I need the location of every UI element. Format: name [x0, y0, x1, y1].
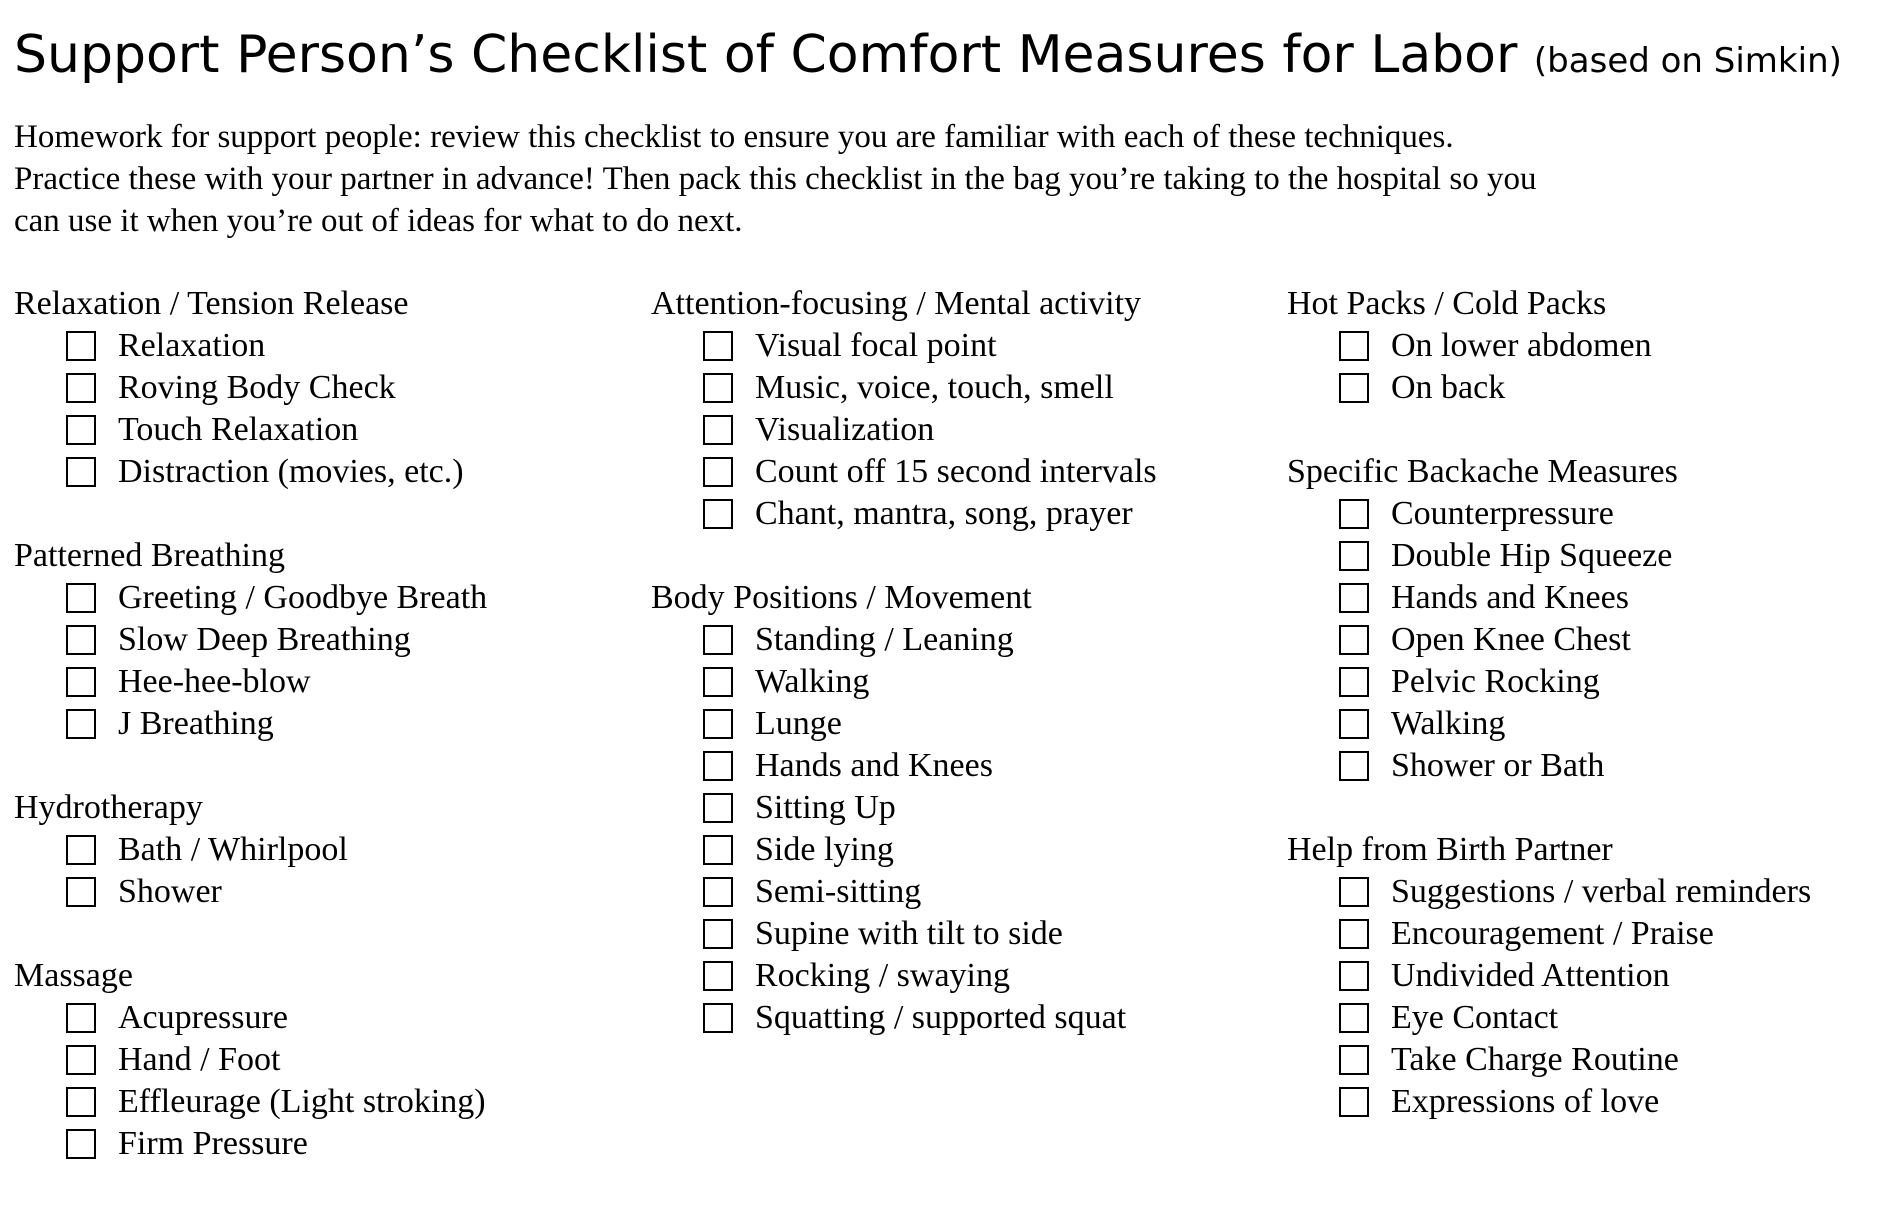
checkbox[interactable] [66, 457, 96, 487]
checklist-item-label: Effleurage (Light stroking) [118, 1083, 486, 1120]
checklist-item-label: Double Hip Squeeze [1391, 537, 1673, 574]
checklist-item-label: Squatting / supported squat [755, 999, 1127, 1036]
checklist-item [1287, 871, 1811, 913]
checkbox[interactable] [1339, 541, 1369, 571]
checklist-item-label: Slow Deep Breathing [118, 621, 411, 658]
checklist-item [14, 1081, 487, 1123]
checklist-item-label: Undivided Attention [1391, 957, 1670, 994]
checklist-item [14, 703, 487, 745]
checklist-item [651, 493, 1157, 535]
checklist-item-label: Relaxation [118, 327, 266, 364]
checklist-item [14, 661, 487, 703]
checklist-item-label: Rocking / swaying [755, 957, 1010, 994]
checklist-item [1287, 535, 1811, 577]
checklist-item [1287, 493, 1811, 535]
checklist-item-label: On lower abdomen [1391, 327, 1652, 364]
checklist-item [14, 409, 487, 451]
checkbox[interactable] [66, 667, 96, 697]
checkbox[interactable] [703, 625, 733, 655]
intro-line: can use it when you’re out of ideas for what to do next. [14, 203, 743, 239]
checkbox[interactable] [1339, 877, 1369, 907]
checkbox[interactable] [66, 1087, 96, 1117]
checklist-item-label: J Breathing [118, 705, 274, 742]
checklist-column-2 [651, 283, 1157, 1081]
checklist-item [14, 451, 487, 493]
checklist-item [651, 367, 1157, 409]
section-heading: Hot Packs / Cold Packs [1287, 285, 1607, 322]
checklist-item [1287, 1039, 1811, 1081]
checklist-item-label: Music, voice, touch, smell [755, 369, 1114, 406]
checkbox[interactable] [1339, 373, 1369, 403]
checklist-item-label: Bath / Whirlpool [118, 831, 348, 868]
checklist-item [14, 367, 487, 409]
checklist-item [651, 703, 1157, 745]
checkbox[interactable] [1339, 583, 1369, 613]
checkbox[interactable] [703, 457, 733, 487]
checklist-item-label: Hands and Knees [755, 747, 993, 784]
checkbox[interactable] [1339, 1045, 1369, 1075]
checklist-item [651, 997, 1157, 1039]
checkbox[interactable] [703, 751, 733, 781]
checklist-item [14, 997, 487, 1039]
checklist-item-label: Chant, mantra, song, prayer [755, 495, 1133, 532]
checklist-item-label: Sitting Up [755, 789, 896, 826]
checklist-item [651, 913, 1157, 955]
checklist-item-label: Walking [755, 663, 870, 700]
checklist-item-label: Count off 15 second intervals [755, 453, 1157, 490]
checkbox[interactable] [66, 415, 96, 445]
section-heading: Attention-focusing / Mental activity [651, 285, 1142, 322]
checklist-item [1287, 1081, 1811, 1123]
checkbox[interactable] [66, 583, 96, 613]
checklist-item [1287, 577, 1811, 619]
checkbox[interactable] [1339, 667, 1369, 697]
checkbox[interactable] [703, 1003, 733, 1033]
checklist-item [1287, 703, 1811, 745]
checkbox[interactable] [1339, 919, 1369, 949]
checklist-item-label: Roving Body Check [118, 369, 396, 406]
checklist-item [651, 661, 1157, 703]
checklist-item-label: Hand / Foot [118, 1041, 281, 1078]
checklist-item [14, 829, 487, 871]
checkbox[interactable] [703, 331, 733, 361]
intro-paragraph [14, 116, 1884, 242]
checkbox[interactable] [1339, 499, 1369, 529]
section-heading: Patterned Breathing [14, 537, 285, 574]
checklist-column-3 [1287, 283, 1811, 1165]
checklist-item-label: On back [1391, 369, 1506, 406]
checklist-item-label: Semi-sitting [755, 873, 922, 910]
checklist-item [1287, 367, 1811, 409]
checkbox[interactable] [703, 961, 733, 991]
checklist-item [651, 409, 1157, 451]
checklist-section [1287, 283, 1811, 409]
checklist-item-label: Suggestions / verbal reminders [1391, 873, 1812, 910]
checkbox[interactable] [66, 709, 96, 739]
checkbox[interactable] [1339, 709, 1369, 739]
intro-line: Homework for support people: review this checklist to ensure you are familiar with each of these techniques. [14, 119, 1454, 155]
checklist-item-label: Walking [1391, 705, 1506, 742]
checklist-section [14, 283, 487, 493]
checklist-item-label: Distraction (movies, etc.) [118, 453, 464, 490]
checkbox[interactable] [703, 373, 733, 403]
checklist-item [14, 577, 487, 619]
checkbox[interactable] [703, 919, 733, 949]
checklist-item-label: Open Knee Chest [1391, 621, 1631, 658]
section-heading: Relaxation / Tension Release [14, 285, 409, 322]
checkbox[interactable] [66, 1045, 96, 1075]
checkbox[interactable] [703, 499, 733, 529]
checklist-item [14, 871, 487, 913]
checklist-item [651, 787, 1157, 829]
checklist-item [1287, 997, 1811, 1039]
checklist-section [14, 955, 487, 1165]
checklist-section [651, 283, 1157, 535]
checklist-item-label: Shower [118, 873, 222, 910]
checkbox[interactable] [703, 667, 733, 697]
checklist-item [651, 955, 1157, 997]
checklist-item [1287, 955, 1811, 997]
checklist-section [14, 787, 487, 913]
checklist-item [14, 1039, 487, 1081]
checkbox[interactable] [703, 709, 733, 739]
checkbox[interactable] [1339, 1087, 1369, 1117]
checkbox[interactable] [66, 1129, 96, 1159]
checklist-item [14, 325, 487, 367]
checklist-item-label: Eye Contact [1391, 999, 1559, 1036]
checklist-item-label: Expressions of love [1391, 1083, 1660, 1120]
checklist-item-label: Shower or Bath [1391, 747, 1605, 784]
checklist-item [1287, 913, 1811, 955]
checkbox[interactable] [66, 877, 96, 907]
checklist-item-label: Standing / Leaning [755, 621, 1014, 658]
checkbox[interactable] [66, 835, 96, 865]
checklist-item [651, 745, 1157, 787]
checklist-item-label: Take Charge Routine [1391, 1041, 1679, 1078]
checkbox[interactable] [66, 1003, 96, 1033]
checklist-section [14, 535, 487, 745]
checklist-item-label: Supine with tilt to side [755, 915, 1063, 952]
checkbox[interactable] [66, 373, 96, 403]
checklist-item [14, 1123, 487, 1165]
checklist-item [1287, 661, 1811, 703]
checkbox[interactable] [1339, 1003, 1369, 1033]
checkbox[interactable] [703, 877, 733, 907]
checklist-item-label: Pelvic Rocking [1391, 663, 1600, 700]
checklist-item-label: Visual focal point [755, 327, 997, 364]
checklist-section [1287, 451, 1811, 787]
checklist-item-label: Firm Pressure [118, 1125, 308, 1162]
section-heading: Body Positions / Movement [651, 579, 1032, 616]
checkbox[interactable] [1339, 625, 1369, 655]
checklist-item [651, 451, 1157, 493]
checklist-item-label: Lunge [755, 705, 842, 742]
title-subtitle: (based on Simkin) [1533, 41, 1842, 81]
title-text: Support Person’s Checklist of Comfort Measures for Labor [14, 25, 1518, 85]
section-heading: Massage [14, 957, 133, 994]
checklist-item [1287, 619, 1811, 661]
checklist-item-label: Hee-hee-blow [118, 663, 311, 700]
section-heading: Specific Backache Measures [1287, 453, 1678, 490]
checklist-section [1287, 829, 1811, 1123]
checklist-section [651, 577, 1157, 1039]
checkbox[interactable] [703, 415, 733, 445]
checkbox[interactable] [66, 331, 96, 361]
intro-line: Practice these with your partner in advance! Then pack this checklist in the bag you’re taking to the hospital so you [14, 161, 1537, 197]
checklist-item-label: Side lying [755, 831, 894, 868]
checkbox[interactable] [1339, 961, 1369, 991]
checkbox[interactable] [703, 793, 733, 823]
checklist-item [651, 325, 1157, 367]
checklist-item-label: Encouragement / Praise [1391, 915, 1714, 952]
checkbox[interactable] [703, 835, 733, 865]
section-heading: Hydrotherapy [14, 789, 203, 826]
checklist-item [1287, 325, 1811, 367]
checklist-item-label: Counterpressure [1391, 495, 1614, 532]
checklist-item-label: Touch Relaxation [118, 411, 359, 448]
checklist-item [651, 619, 1157, 661]
checklist-column-1 [14, 283, 487, 1207]
checklist-item [651, 829, 1157, 871]
checklist-item-label: Greeting / Goodbye Breath [118, 579, 488, 616]
section-heading: Help from Birth Partner [1287, 831, 1613, 868]
checkbox[interactable] [1339, 331, 1369, 361]
checkbox[interactable] [1339, 751, 1369, 781]
checklist-item-label: Acupressure [118, 999, 288, 1036]
checkbox[interactable] [66, 625, 96, 655]
checklist-item [651, 871, 1157, 913]
checklist-item-label: Hands and Knees [1391, 579, 1629, 616]
page-title [14, 24, 1842, 86]
checklist-item [14, 619, 487, 661]
checklist-item [1287, 745, 1811, 787]
checklist-item-label: Visualization [755, 411, 935, 448]
